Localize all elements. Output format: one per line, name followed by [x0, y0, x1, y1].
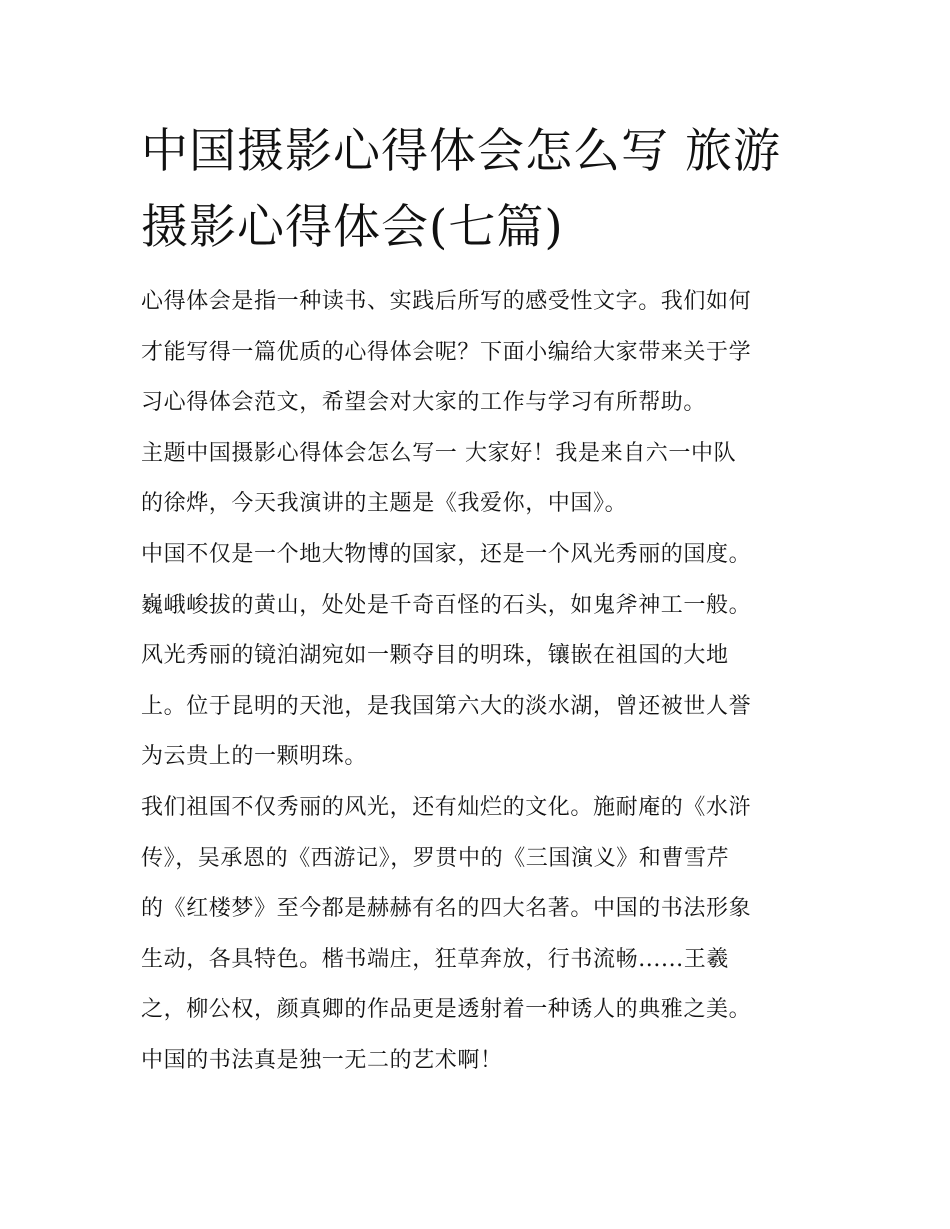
text-line: 的《红楼梦》至今都是赫赫有名的四大名著。中国的书法形象	[141, 896, 752, 922]
title-line: 摄影心得体会(七篇)	[141, 200, 564, 255]
text-line: 的徐烨，今天我演讲的主题是《我爱你，中国》。	[141, 491, 628, 517]
text-line: 之，柳公权，颜真卿的作品更是透射着一种诱人的典雅之美。	[141, 997, 752, 1023]
text-line: 传》，吴承恩的《西游记》，罗贯中的《三国演义》和曹雪芹	[141, 845, 730, 871]
paragraph-intro	[141, 277, 813, 429]
text-line: 中国的书法真是独一无二的艺术啊！	[141, 1047, 503, 1073]
paragraph-topic	[141, 429, 813, 530]
text-line: 主题中国摄影心得体会怎么写一 大家好！我是来自六一中队	[141, 440, 737, 466]
text-line: 中国不仅是一个地大物博的国家，还是一个风光秀丽的国度。	[141, 541, 752, 567]
text-line: 生动，各具特色。楷书端庄，狂草奔放，行书流畅......王羲	[141, 946, 729, 972]
text-line: 巍峨峻拔的黄山，处处是千奇百怪的石头，如鬼斧神工一般。	[141, 592, 752, 618]
document-title	[141, 114, 821, 266]
paragraph-culture	[141, 783, 813, 1087]
text-line: 才能写得一篇优质的心得体会呢？下面小编给大家带来关于学	[141, 339, 752, 365]
text-line: 为云贵上的一颗明珠。	[141, 744, 368, 770]
document-body	[141, 277, 813, 1087]
text-line: 心得体会是指一种读书、实践后所写的感受性文字。我们如何	[141, 289, 752, 314]
text-line: 风光秀丽的镜泊湖宛如一颗夺目的明珠，镶嵌在祖国的大地	[141, 643, 729, 669]
text-line: 上。位于昆明的天池，是我国第六大的淡水湖，曾还被世人誉	[141, 693, 752, 719]
text-line: 习心得体会范文，希望会对大家的工作与学习有所帮助。	[141, 390, 707, 416]
text-line: 我们祖国不仅秀丽的风光，还有灿烂的文化。施耐庵的《水浒	[141, 794, 752, 820]
title-line: 中国摄影心得体会怎么写 旅游	[141, 124, 781, 179]
paragraph-scenery	[141, 530, 813, 783]
